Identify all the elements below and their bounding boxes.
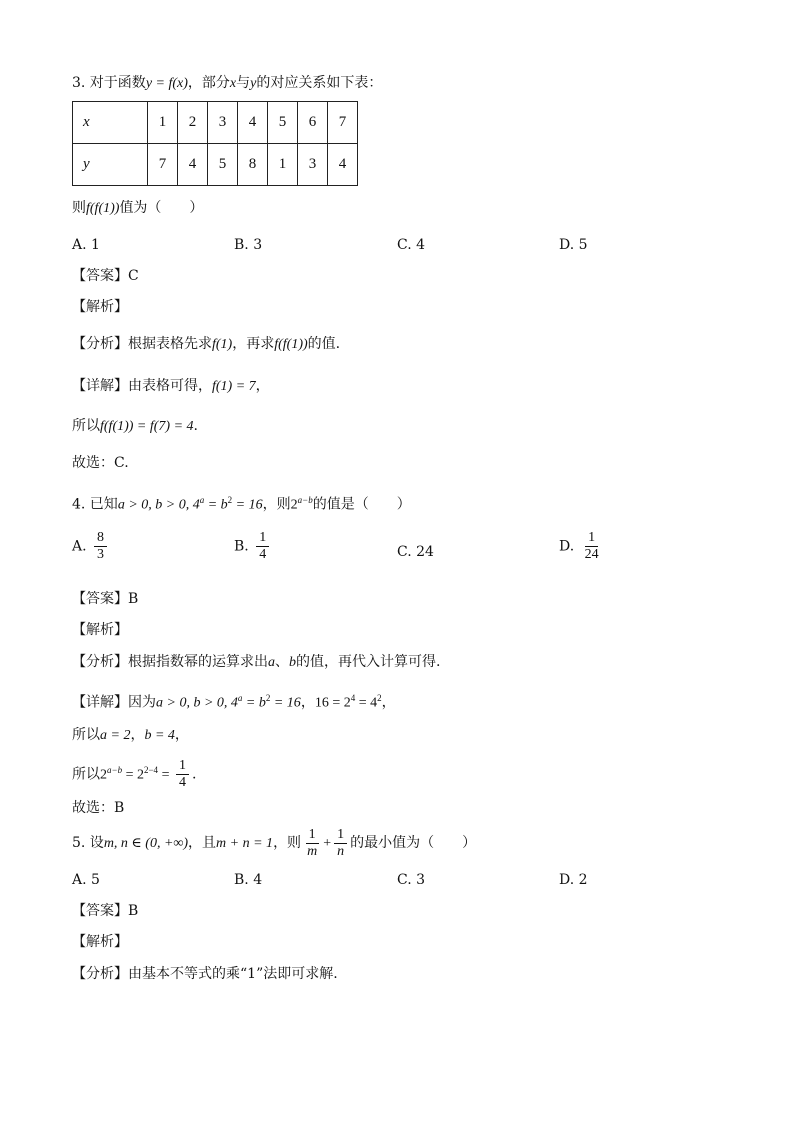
table-cell: 3 [208,102,238,144]
q4-suoyi-1: 所以a = 2，b = 4， [72,727,189,743]
q4-option-a: A. $\frac{8}{3}$ [72,530,110,563]
q5-option-a: A. 5 [72,872,100,888]
q5-option-d: D. 2 [559,872,588,888]
table-cell: 3 [298,144,328,186]
table-cell: 5 [208,144,238,186]
q4-suoyi-2: 所以$2^{a-b} = 2^{2-4}$ = $\frac{1}{4}$ . [72,758,197,791]
q3-option-b: B. 3 [234,237,263,253]
table-cell: 2 [178,102,208,144]
table-row-label-y: y [73,144,148,186]
fraction: $\frac{1}{24}$ [584,530,599,562]
table-cell: 4 [328,144,358,186]
fraction: $\frac{1}{n}$ [334,827,347,860]
q4-analysis-title: 【解析】 [72,622,128,638]
q3-analysis-title: 【解析】 [72,299,128,315]
q3-option-c: C. 4 [397,237,426,253]
q4-answer: 【答案】B [72,591,139,607]
q5-answer: 【答案】B [72,903,139,919]
table-cell: 6 [298,102,328,144]
q5-option-c: C. 3 [397,872,426,888]
table-cell: 7 [148,144,178,186]
q4-stem: 4. 已知a > 0, b > 0, $4^a = b^2 = 16$，则$2^{a-b}$的值是（ ） [72,495,411,513]
table-cell: 5 [268,102,298,144]
q3-fenxi: 【分析】根据表格先求f(1)，再求f(f(1))的值. [72,336,341,352]
q3-answer: 【答案】C [72,268,139,284]
q3-option-a: A. 1 [72,237,100,253]
table-cell: 4 [178,144,208,186]
fraction: $\frac{1}{m}$ [307,826,318,859]
q3-question: 则f(f(1))值为（ ） [72,200,204,216]
q4-fenxi: 【分析】根据指数幂的运算求出a、b的值，再代入计算可得. [72,654,441,670]
q4-option-c: C. 24 [397,544,434,560]
table-cell: 1 [148,102,178,144]
table-row [73,102,358,144]
q3-guxuan: 故选：C. [72,455,129,471]
q5-option-b: B. 4 [234,872,263,888]
q4-xiangjie: 【详解】因为a > 0, b > 0, $4^a = b^2 = 16$，$16 = 2^4 = 4^2$， [72,693,396,711]
q5-fenxi: 【分析】由基本不等式的乘“1”法即可求解. [72,966,338,982]
q4-guxuan: 故选：B [72,800,125,816]
q5-stem: 5. 设m, n ∈ (0, +∞)，且m + n = 1，则 $\frac{1}{m}$ + $\frac{1}{n}$ 的最小值为（ ） [72,826,477,859]
table-cell: 8 [238,144,268,186]
table-cell: 7 [328,102,358,144]
table-cell: 1 [268,144,298,186]
q3-option-d: D. 5 [559,237,588,253]
table-cell: 4 [238,102,268,144]
q4-option-d: D. $\frac{1}{24}$ [559,530,605,563]
q3-stem: 3. 对于函数y = f(x)，部分x与y的对应关系如下表： [72,75,383,91]
fraction: $\frac{8}{3}$ [94,530,107,563]
table-row [73,144,358,186]
q3-xiangjie: 【详解】由表格可得，f(1) = 7， [72,378,270,394]
q4-option-b: B. $\frac{1}{4}$ [234,530,272,563]
fraction: $\frac{1}{4}$ [256,530,269,563]
fraction: $\frac{1}{4}$ [176,758,189,791]
q3-value-table [72,101,358,186]
q5-analysis-title: 【解析】 [72,934,128,950]
table-row-label-x: x [73,102,148,144]
q3-suoyi: 所以f(f(1)) = f(7) = 4. [72,418,198,434]
